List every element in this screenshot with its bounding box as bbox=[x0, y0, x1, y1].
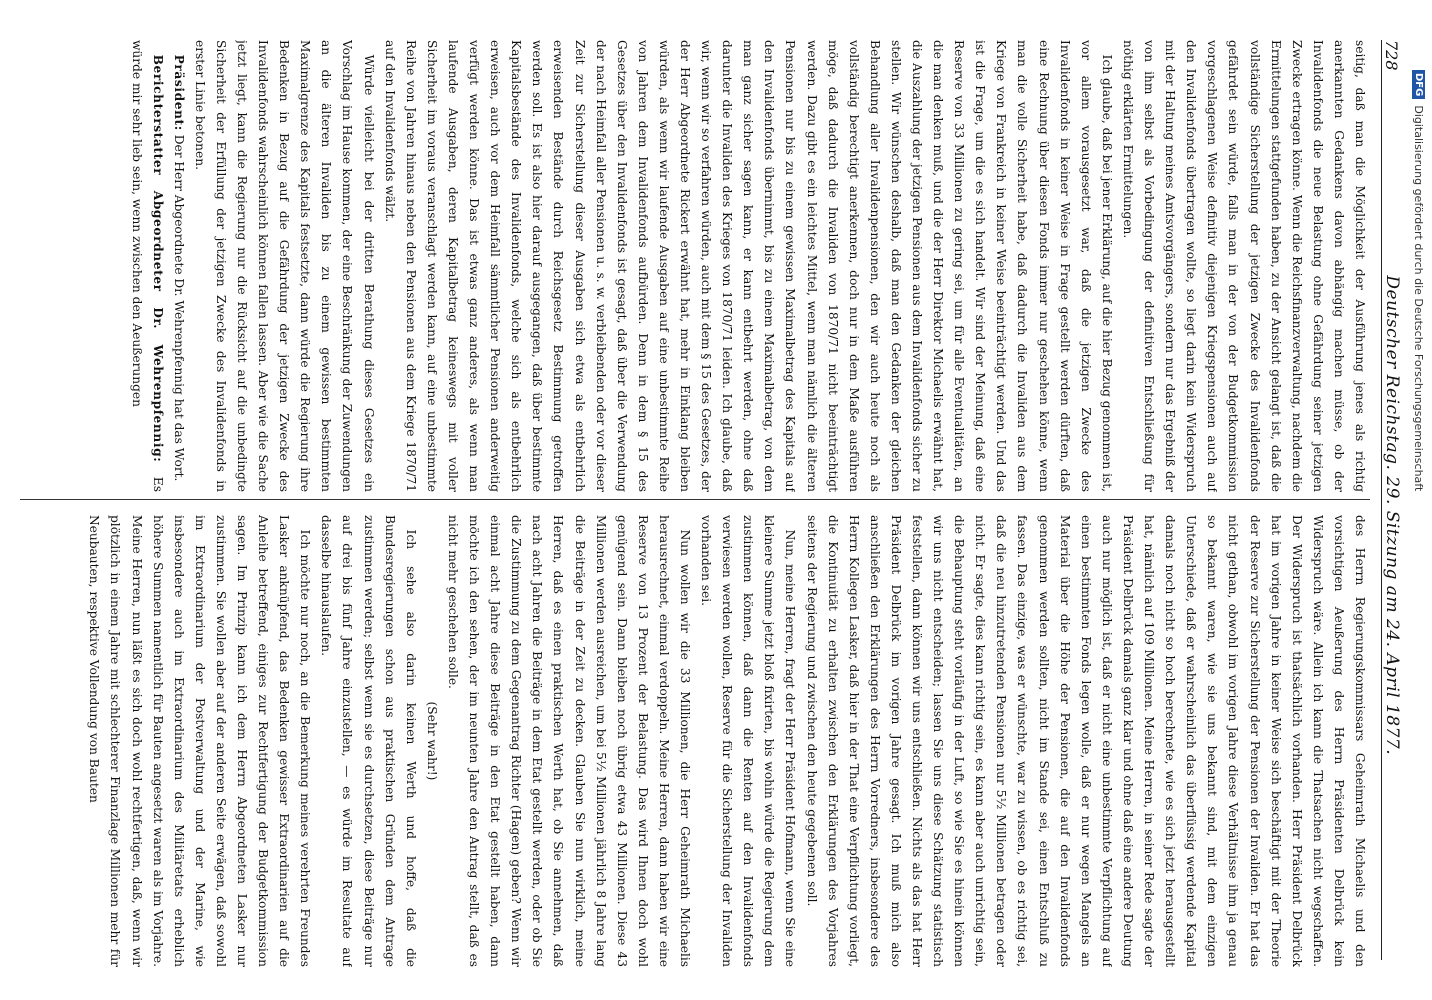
digitization-credit: Digitalisierung gefördert durch die Deutsche Forschungsgemeinschaft bbox=[1412, 105, 1426, 492]
speaker-text: Der Herr Abgeordnete Dr. Wehrenpfennig hat das Wort. bbox=[171, 130, 186, 482]
speaker-text: Es würde mir sehr lieb sein, wenn zwischen den Aeußerungen bbox=[129, 40, 165, 492]
page-number: 728 bbox=[1382, 40, 1401, 71]
speaker-paragraph bbox=[168, 40, 189, 492]
speaker-name: Berichterstatter Abgeordneter Dr. Wehrenpfennig: bbox=[150, 54, 165, 463]
paragraph: Ich sehe also darin keinen Werth und hoffe, daß die Bundesregierungen schon aus praktischen Gründen dem Antrage zustimmen werden; selbst wenn sie es durchsetzen, diese Beiträge nur auf drei bis fünf Jahre einzustellen, — es würde im Resultate auf dasselbe hinauslaufen. bbox=[319, 515, 418, 967]
paragraph: Nun, meine Herren, fragt der Herr Präsident Hofmann, wenn Sie eine kleinere Summe jetzt bloß fixirten, bis wohin würde die Regierung dem zustimmen können, daß dann die Renten auf den Invalidenfonds verwiesen werden wollen, Reserve für die Sicherstellung der Invaliden vorhanden sei. bbox=[699, 515, 798, 967]
paragraph: des Herrn Regierungskommissars Geheimrath Michaelis und den vorsichtigen Aeußerung des Herrn Präsidenten Delbrück kein Widerspruch wäre. Allein ich kann die Thatsachen nicht wegschaffen. Der Widerspruch ist thatsächlich vorhanden. Herr Präsident Delbrück hat im vorigen Jahre in keiner Weise sich beschäftigt mit der Theorie der Reserve zur Sicherstellung der Pensionen der Invaliden. Er hat das nicht gethan, obwohl im vorigen Jahre diese Verhältnisse ihm ja genau so bekannt waren, wie sie uns bekannt sind, mit dem einzigen Unterschiede, daß er wahrscheinlich das überflüssig werdende Kapital damals noch nicht so hoch berechnete, wie es sich jetzt herausgestellt hat, nämlich auf 109 Millionen. Meine Herren, in seiner Rede sagte der Präsident Delbrück damals ganz klar und ohne daß eine andere Deutung auch nur möglich ist, daß er nicht eine unbestimmte Verpflichtung auf einen bestimmten Fonds legen wolle, daß er nur wegen Mangels an Material über die Höhe der Pensionen, die auf den Invalidenfonds genommen werden sollten, nicht im Stande sei, einen Entschluß zu fassen. Das einzige, was er wünschte, war zu wissen, ob es richtig sei, daß die neu hinzutretenden Pensionen nur 5½ Millionen betragen oder nicht. Er sagte, dies kann richtig sein, es kann aber auch unrichtig sein, die Behauptung steht vorläufig in der Luft, so wie Sie es hinein können wir uns nicht entscheiden; lassen Sie uns diese Schätzung statistisch feststellen, dann können wir uns entschließen. Nichts als das hat Herr Präsident Delbrück im vorigen Jahre gesagt. Ich muß mich also anschließen den Erklärungen des Herrn Vorredners, insbesondere des Herrn Kollegen Lasker, daß hier in der That eine Verpflichtung vorliegt, die Kontinuität zu erhalten zwischen den Erklärungen des Vorjahres seitens der Regierung und zwischen den heute gegebenen soll. bbox=[804, 515, 1367, 967]
dfg-logo: DFG bbox=[1413, 70, 1426, 99]
digitization-note bbox=[1406, 0, 1432, 1000]
column-divider bbox=[20, 499, 1370, 500]
scan-footer-bar bbox=[1406, 0, 1432, 1000]
paragraph: Ich möchte nur noch, an die Bemerkung meines verehrten Freundes Lasker anknüpfend, das Bedenken gewisser Extraordinarien auf die Anleihe betreffend, einiges zur Rechtfertigung der Budgetkommission sagen. Im Prinzip kann ich dem Herrn Abgeordneten Lasker nur zustimmen. Sie wollen aber auf der anderen Seite erwägen, daß sowohl im Extraordinarium der Postverwaltung und der Marine, wie insbesondere auch im Extraordinarium des Militäretats erheblich höhere Summen namentlich für Bauten angesetzt waren als im Vorjahre. Meine Herren, nun läßt es sich doch wohl rechtfertigen, daß, wenn wir plötzlich in einem Jahre mit schlechterer Finanzlage Millionen mehr für Neubauten, respektive Vollendung von Bauten bbox=[87, 515, 313, 967]
text-column-right bbox=[20, 515, 1370, 967]
running-title: Deutscher Reichstag. 29. Sitzung am 24. April 1877. bbox=[1382, 275, 1402, 756]
speaker-name: Präsident: bbox=[171, 54, 186, 131]
paragraph: Nun wollen wir die 33 Millionen, die Herr Geheimrath Michaelis herausrechnet, einmal verdoppeln. Meine Herren, dann haben wir eine Reserve von 13 Prozent der Belastung. Das wird Ihnen doch wohl genügend sein. Dann bleiben noch übrig etwa 43 Millionen. Diese 43 Millionen werden ausreichen, um bei 5½ Millionen jährlich 8 Jahre lang die Beiträge in der Zeit zu decken. Glauben Sie nun wirklich, meine Herren, daß es einen praktischen Werth hat, ob Sie annehmen, daß nach acht Jahren die Beiträge in dem Etat gestellt werden, oder ob Sie die Zustimmung zu dem Gegenantrag Richter (Hagen) geben? Wenn wir einmal acht Jahre diese Beiträge in den Etat gestellt haben, dann möchte ich den sehen, der im neunten Jahre den Antrag stellt, daß es nicht mehr geschehen solle. bbox=[445, 515, 692, 967]
interjection: (Sehr wahr!) bbox=[424, 701, 439, 781]
paragraph: Würde vielleicht bei der dritten Berathung dieses Gesetzes ein Vorschlag im Hause kommen, der eine Beschränkung der Zuwendungen an die älteren Invaliden bis zu einem gewissen bestimmten Maximalgrenze des Kapitals festsetzte, dann würde die Regierung ihre Bedenken in Bezug auf die Gefährdung der jetzigen Zwecke des Invalidenfonds wahrscheinlich können fallen lassen. Aber wie die Sache jetzt liegt, kann die Regierung nur die Rücksicht auf die unbedingte Sicherheit der Erfüllung der jetzigen Zwecke des Invalidenfonds in erster Linie betonen. bbox=[192, 40, 376, 492]
text-column-left bbox=[20, 40, 1370, 492]
speaker-paragraph bbox=[125, 40, 167, 492]
paragraph: Ich glaube, daß bei jener Erklärung, auf die hier Bezug genommen ist, vor allem vorausgesetzt war, daß die jetzigen Zwecke des Invalidenfonds in keiner Weise in Frage gestellt werden dürften, daß eine Rechnung über diesen Fonds immer nur geschehen könne, wenn man die volle Sicherheit habe, daß dadurch die Invaliden aus dem Kriege von Frankreich in keiner Weise beeinträchtigt werden. Und das ist die Frage, um die es sich handelt. Wir sind der Meinung, daß eine Reserve von 33 Millionen zu gering sei, um für alle Eventualitäten, an die man denken muß, und die der Herr Direktor Michaelis erwähnt hat, die Auszahlung der jetzigen Pensionen aus dem Invalidenfonds sicher zu stellen. Wir wünschen deshalb, daß man den Gedanken der gleichen Behandlung aller Invalidenpensionen, den wir auch heute noch als vollständig berechtigt anerkennen, doch nur in dem Maße ausführen möge, daß dadurch die Invaliden von 1870/71 nicht beeinträchtigt werden. Dazu gibt es ein leichtes Mittel, wenn man nämlich die älteren Pensionen nur bis zu einem gewissen Maximalbetrag des Kapitals auf den Invalidenfonds übernimmt, bis zu einem Maximalbetrag, von dem man ganz sicher sagen kann, er kann entbehrt werden, ohne daß darunter die Invaliden des Krieges von 1870/71 leiden. Ich glaube, daß wir, wenn wir so verfahren würden, auch mit dem § 15 des Gesetzes, der der Herr Abgeordnete Rickert erwähnt hat, mehr in Einklang bleiben würden, als wenn wir laufende Ausgaben auf eine unbestimmte Reihe von Jahren dem Invalidenfonds aufbürden. Denn in dem § 15 des Gesetzes über den Invalidenfonds ist gesagt, daß über die Verwendung der nach Heimfall aller Pensionen u. s. w. verbleibenden oder vor dieser Zeit zur Sicherstellung dieser Ausgaben sich etwa als entbehrlich erweisenden Bestände durch Reichsgesetz Bestimmung getroffen werden soll. Es ist also hier darauf ausgegangen, daß über bestimmte Kapitalsbestände des Invalidenfonds, welche sich als entbehrlich erweisen, auch vor dem Heimfall sämmtlicher Pensionen anderweitig verfügt werden könne. Das ist etwas ganz anderes, als wenn man laufende Ausgaben, deren Kapitalbetrag keineswegs mit voller Sicherheit im voraus veranschlagt werden kann, auf eine unbestimmte Reihe von Jahren hinaus neben den Pensionen aus dem Kriege 1870/71 auf den Invalidenfonds wälzt. bbox=[382, 40, 1114, 492]
paragraph: seitig, daß man die Möglichkeit der Ausführung jenes als richtig anerkannten Gedankens davon abhängig machen müsse, ob der Invalidenfonds die neue Belastung ohne Gefährdung seiner jetzigen Zwecke ertragen könne. Wenn die Reichsfinanzverwaltung, nachdem die Ermittelungen stattgefunden haben, zu der Ansicht gelangt ist, daß die vollständige Sicherstellung der jetzigen Zwecke des Invalidenfonds gefährdet sein würde, falls man in der von der Budgetkommission vorgeschlagenen Weise definitiv diejenigen Kriegspensionen auch auf den Invalidenfonds übertragen wollte, so liegt darin kein Widerspruch mit der Haltung meines Amtsvorgängers, sondern nur das Ergebniß der von ihm selbst als Vorbedingung der definitiven Entschließung für nöthig erklärten Ermittelungen. bbox=[1120, 40, 1367, 492]
